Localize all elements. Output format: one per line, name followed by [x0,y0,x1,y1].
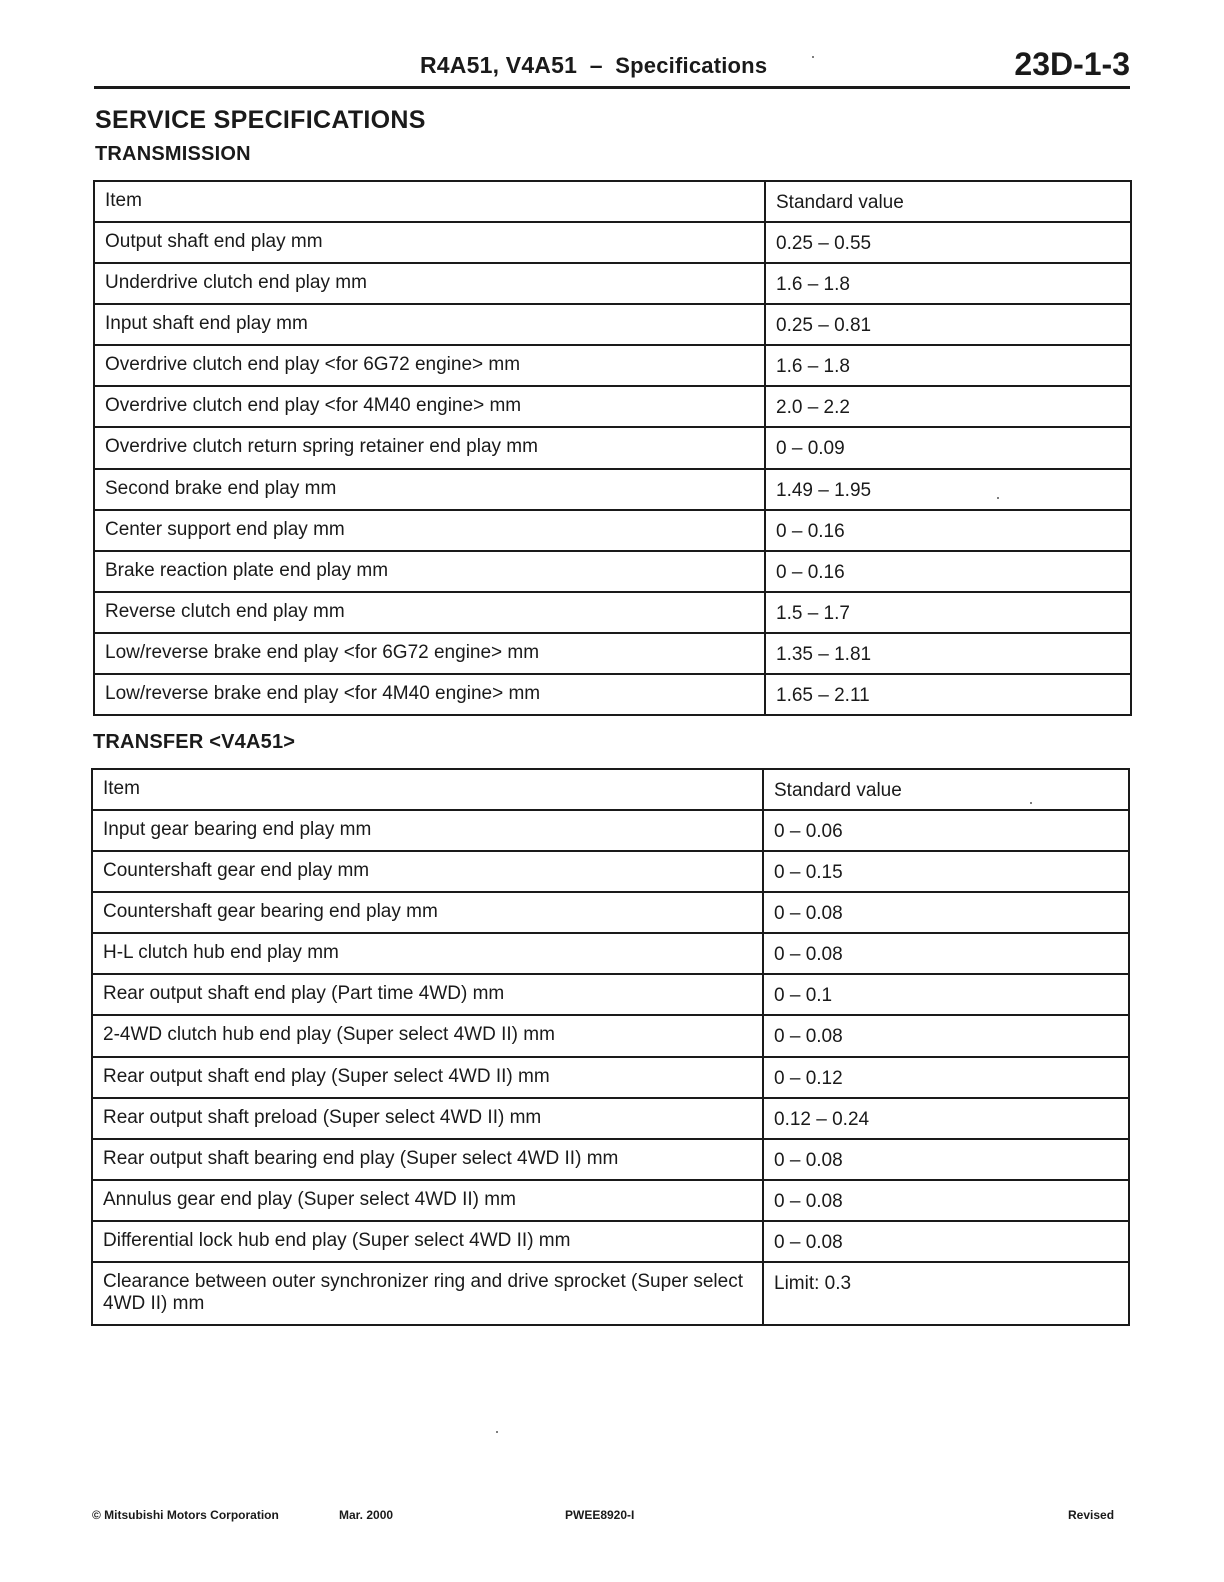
item-cell [94,674,765,715]
transmission-table [93,180,1132,716]
value-cell [763,1139,1129,1180]
value-text: 1.6 – 1.8 [776,356,850,378]
table-row [92,851,1129,892]
table-row [94,222,1131,263]
item-cell [92,851,763,892]
item-text: Low/reverse brake end play <for 4M40 engine> mm [105,683,541,705]
value-cell [763,974,1129,1015]
value-text: 0 – 0.08 [774,1190,843,1212]
item-cell [94,345,765,386]
value-text: 0 – 0.08 [774,1149,843,1171]
value-cell [763,1015,1129,1056]
value-cell [763,1221,1129,1262]
item-cell [94,386,765,427]
footer-code: PWEE8920-I [565,1508,635,1522]
transmission-title: TRANSMISSION [95,143,251,165]
column-header-label: Standard value [776,192,904,213]
value-text: 1.6 – 1.8 [776,274,850,296]
footer-date: Mar. 2000 [339,1508,394,1522]
value-cell [765,633,1131,674]
item-text: Output shaft end play mm [105,231,323,252]
column-header-value [765,181,1131,222]
value-text: 1.5 – 1.7 [776,602,850,624]
value-text: 0.12 – 0.24 [774,1108,870,1130]
item-text: Annulus gear end play (Super select 4WD II) mm [103,1188,516,1210]
item-text: Reverse clutch end play mm [105,600,345,622]
value-text: 0 – 0.08 [774,944,843,966]
item-cell [94,304,765,345]
scan-speck [812,56,814,58]
value-text: 2.0 – 2.2 [776,397,850,419]
value-text: 1.65 – 2.11 [776,685,870,707]
value-cell [763,1262,1129,1325]
item-cell [94,551,765,592]
item-cell [94,263,765,304]
item-text: Low/reverse brake end play <for 6G72 engine> mm [105,641,540,663]
table-row [92,1015,1129,1056]
footer-status: Revised [1068,1508,1115,1522]
column-header-value [763,769,1129,810]
item-cell [94,427,765,468]
footer-copyright: © Mitsubishi Motors Corporation [92,1508,279,1522]
item-text: Input gear bearing end play mm [103,819,372,840]
table-row [94,551,1131,592]
item-cell [94,469,765,510]
value-cell [765,674,1131,715]
page-title: SERVICE SPECIFICATIONS [95,106,426,134]
value-cell [765,551,1131,592]
item-cell [92,1015,763,1056]
table-row [94,427,1131,468]
table-row [94,469,1131,510]
value-text: 1.49 – 1.95 [776,479,872,501]
table-row [94,592,1131,633]
item-cell [92,892,763,933]
value-text: 0 – 0.1 [774,985,833,1007]
value-text: 0 – 0.12 [774,1067,843,1089]
item-cell [94,222,765,263]
item-text: Differential lock hub end play (Super select 4WD II) mm [103,1229,571,1251]
item-text: Clearance between outer synchronizer ring and drive sprocket (Super select 4WD II) mm [103,1271,743,1315]
column-header-label: Item [105,190,142,211]
item-text: 2-4WD clutch hub end play (Super select 4WD II) mm [103,1024,555,1046]
item-text: Brake reaction plate end play mm [105,559,389,581]
page-number: 23D-1-3 [1014,46,1130,82]
value-text: 0 – 0.09 [776,438,845,460]
table-row [94,674,1131,715]
item-text: Input shaft end play mm [105,313,308,335]
table-row [92,892,1129,933]
item-cell [94,592,765,633]
value-cell [765,469,1131,510]
value-text: 0 – 0.06 [774,821,843,842]
table-row [94,510,1131,551]
value-cell [763,1057,1129,1098]
table-row [92,933,1129,974]
value-cell [765,263,1131,304]
header-section-name: Specifications [615,53,768,78]
transfer-title: TRANSFER <V4A51> [93,731,296,753]
scan-speck [1030,802,1032,804]
value-cell [763,1180,1129,1221]
value-text: Limit: 0.3 [774,1273,852,1295]
table-row [94,633,1131,674]
item-cell [92,1139,763,1180]
value-text: 0.25 – 0.55 [776,233,872,254]
table-row [92,974,1129,1015]
table-row [94,263,1131,304]
table-row [92,1180,1129,1221]
table-row [92,1262,1129,1325]
transfer-table [91,768,1130,1326]
value-text: 0 – 0.16 [776,520,845,542]
column-header-item [94,181,765,222]
item-cell [94,510,765,551]
item-text: Rear output shaft end play (Super select 4WD II) mm [103,1065,550,1087]
value-cell [765,345,1131,386]
value-cell [763,933,1129,974]
value-cell [765,304,1131,345]
item-cell [92,1180,763,1221]
value-cell [763,810,1129,851]
table-row [94,345,1131,386]
item-text: H-L clutch hub end play mm [103,942,339,964]
table-header-row [92,769,1129,810]
item-cell [92,1098,763,1139]
value-text: 0 – 0.08 [774,903,843,925]
header-divider [94,86,1130,89]
value-text: 0.25 – 0.81 [776,315,872,337]
item-cell [92,1057,763,1098]
value-cell [765,510,1131,551]
value-text: 1.35 – 1.81 [776,643,872,665]
value-cell [765,222,1131,263]
value-cell [765,427,1131,468]
item-text: Rear output shaft bearing end play (Super select 4WD II) mm [103,1147,619,1169]
item-cell [92,810,763,851]
column-header-item [92,769,763,810]
value-cell [765,592,1131,633]
table-row [92,1221,1129,1262]
value-text: 0 – 0.08 [774,1231,843,1253]
table-row [94,304,1131,345]
table-row [94,386,1131,427]
table-row [92,1057,1129,1098]
scan-speck [997,497,999,499]
item-text: Overdrive clutch end play <for 6G72 engine> mm [105,354,521,376]
item-text: Overdrive clutch return spring retainer end play mm [105,436,538,458]
column-header-label: Standard value [774,780,902,801]
item-text: Overdrive clutch end play <for 4M40 engine> mm [105,395,522,417]
header-dash: – [589,52,603,78]
header-title [420,52,767,79]
value-cell [763,851,1129,892]
scan-speck [496,1431,498,1433]
item-cell [92,974,763,1015]
item-text: Rear output shaft preload (Super select 4WD II) mm [103,1106,542,1128]
value-text: 0 – 0.15 [774,862,843,884]
table-row [92,1098,1129,1139]
item-text: Center support end play mm [105,518,345,540]
value-cell [763,892,1129,933]
value-cell [763,1098,1129,1139]
column-header-label: Item [103,778,140,799]
table-row [92,1139,1129,1180]
item-cell [92,933,763,974]
item-cell [92,1262,763,1325]
header-models: R4A51, V4A51 [420,52,578,78]
value-text: 0 – 0.16 [776,561,845,583]
item-cell [94,633,765,674]
item-text: Rear output shaft end play (Part time 4WD) mm [103,983,505,1005]
value-text: 0 – 0.08 [774,1026,843,1048]
item-text: Countershaft gear bearing end play mm [103,901,438,923]
table-row [92,810,1129,851]
item-text: Second brake end play mm [105,477,337,499]
table-header-row [94,181,1131,222]
item-text: Underdrive clutch end play mm [105,272,367,294]
item-text: Countershaft gear end play mm [103,860,370,882]
item-cell [92,1221,763,1262]
value-cell [765,386,1131,427]
